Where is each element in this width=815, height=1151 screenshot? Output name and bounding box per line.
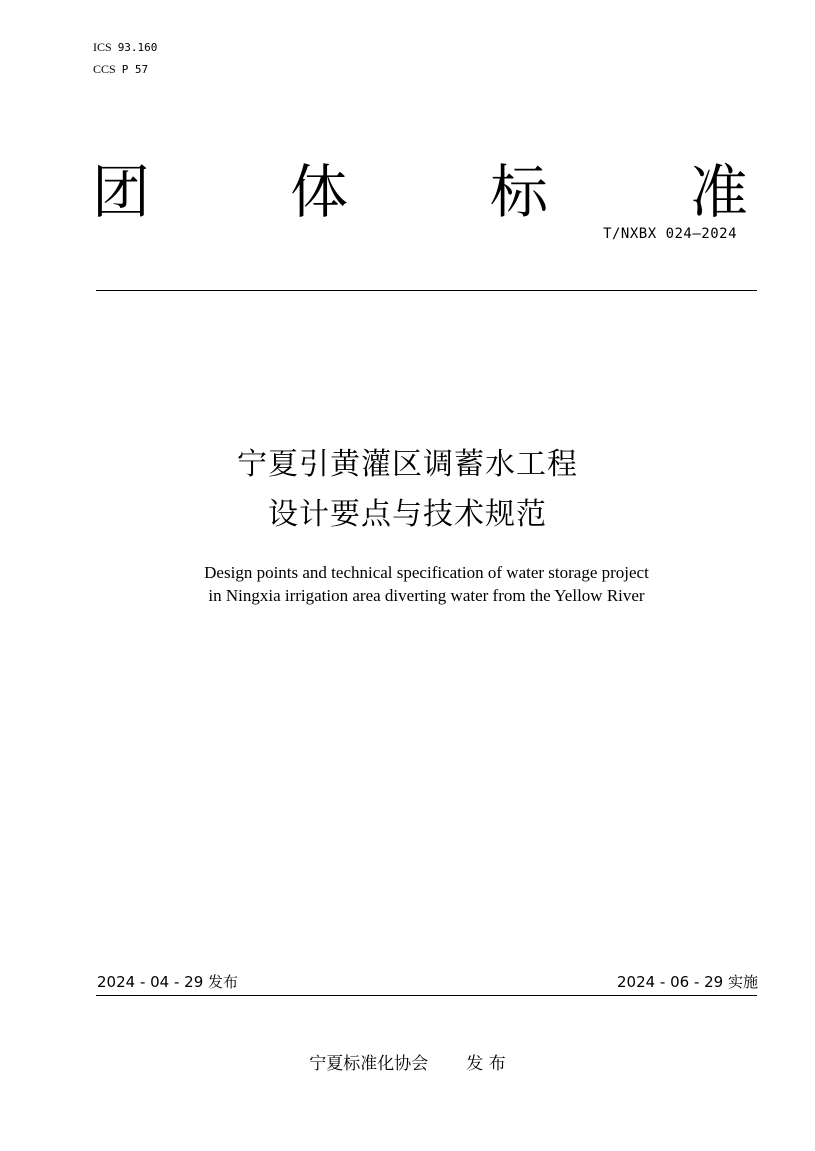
ccs-value: P 57 — [121, 63, 149, 76]
masthead-char-3: 标 — [490, 158, 549, 226]
implementation-date: 2024 - 06 - 29 实施 — [616, 973, 758, 991]
ics-value: 93.160 — [117, 41, 158, 54]
issue-date: 2024 - 04 - 29 发布 — [97, 973, 239, 991]
header-divider — [96, 290, 757, 291]
ics-label: ICS — [93, 40, 112, 54]
english-title-line-2: in Ningxia irrigation area diverting water from the Yellow River — [208, 586, 645, 605]
publish-label: 发 布 — [466, 1054, 506, 1074]
ics-code — [93, 40, 157, 55]
publisher-line — [0, 1052, 815, 1076]
chinese-title-line-2: 设计要点与技术规范 — [268, 497, 547, 532]
footer-divider — [96, 995, 757, 996]
masthead-char-1: 团 — [92, 158, 151, 226]
ccs-label: CCS — [93, 62, 116, 76]
chinese-title-line-1: 宁夏引黄灌区调蓄水工程 — [237, 447, 578, 482]
issuer-name: 宁夏标准化协会 — [309, 1054, 429, 1074]
masthead-char-2: 体 — [290, 158, 349, 226]
ccs-code — [93, 62, 148, 77]
standard-number: T/NXBX 024—2024 — [603, 226, 737, 242]
english-title-line-1: Design points and technical specification of water storage project — [204, 563, 649, 582]
masthead-char-4: 准 — [690, 158, 749, 226]
